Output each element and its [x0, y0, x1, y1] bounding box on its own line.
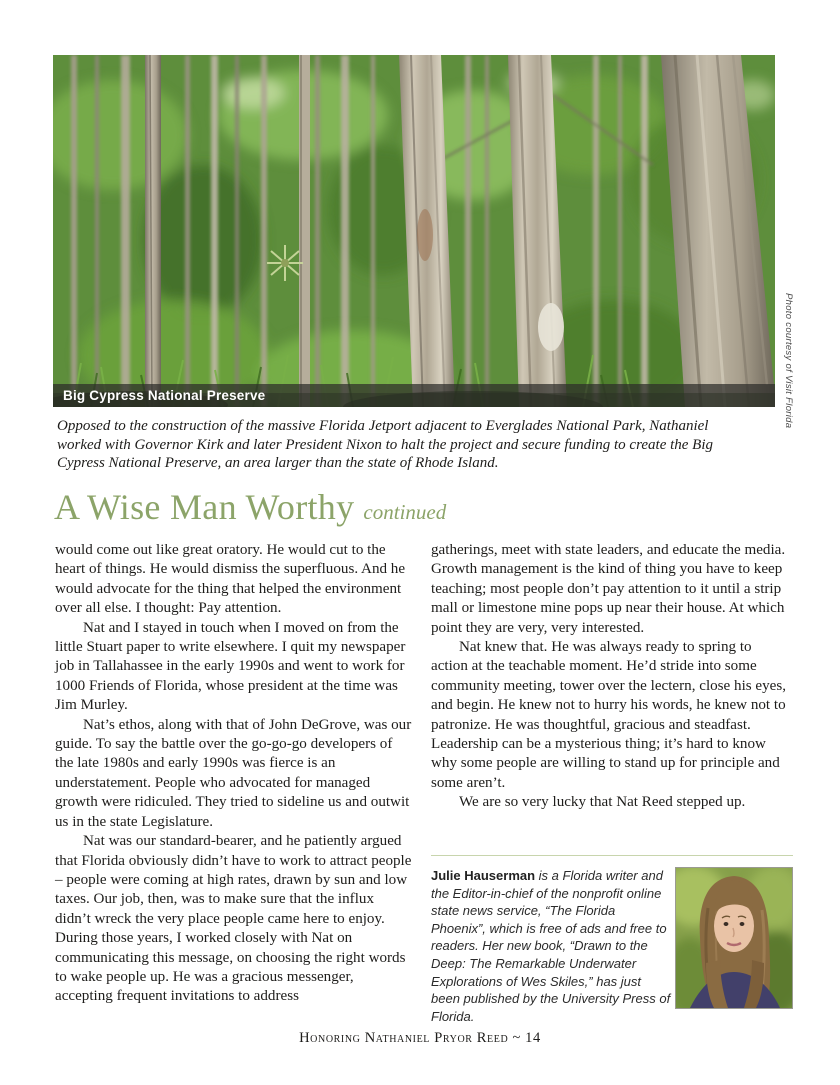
author-bio: [431, 855, 793, 1025]
article-paragraph: gatherings, meet with state leaders, and educate the media. Growth management is the kind of thing you have to keep teaching; most people don’t pay attention to it until a strip mall or limestone mine pops up near their house. At which point they are very, very interested.: [431, 542, 786, 636]
footer-text: Honoring Nathaniel Pryor Reed ~ 14: [299, 1030, 541, 1046]
page-footer: [0, 1030, 840, 1047]
article-paragraph: would come out like great oratory. He would cut to the heart of things. He would dismiss the superfluous. And he would advocate for the thing that helped the environment over all else. I thought: Pay attention.: [55, 542, 406, 617]
photo-overlay-caption-text: Big Cypress National Preserve: [63, 388, 266, 403]
article-left-column: [55, 541, 412, 1007]
author-portrait-illustration: [676, 868, 792, 1008]
cypress-forest-photo: [53, 55, 775, 407]
photo-caption-text: Opposed to the construction of the massive Florida Jetport adjacent to Everglades National Park, Nathaniel worked with Governor Kirk and later President Nixon to halt the project and secure funding to create the Big Cypress National Preserve, an area larger than the state of Rhode Island.: [57, 418, 714, 472]
cypress-forest-illustration: [53, 55, 775, 407]
article-paragraph: Nat knew that. He was always ready to spring to action at the teachable moment. He’d stride into some community meeting, tower over the lectern, close his eyes, and begin. He knew not to hurry his words, he knew not to patronize. He was thoughtful, gracious and steadfast. Leadership can be a mysterious thing; it’s hard to know why some people are willing to stand up for principle and some aren’t.: [431, 639, 787, 791]
photo-overlay-caption: [53, 384, 775, 407]
photo-credit-text: Photo courtesy of Visit Florida: [783, 293, 794, 429]
author-bio-text: [431, 867, 671, 1025]
photo-credit: [783, 293, 794, 428]
article-paragraph: Nat and I stayed in touch when I moved on from the little Stuart paper to write elsewhere. I quit my newspaper job in Tallahassee in the early 1990s and went to work for 1000 Friends of Florida, whose president at the time was Jim Murley.: [55, 619, 406, 714]
photo-caption: [57, 417, 749, 473]
article-paragraph: Nat’s ethos, along with that of John DeGrove, was our guide. To say the battle over the go-go-go developers of the late 1980s and early 1990s was fierce is an understatement. People who advocated for managed growth were ridiculed. They tried to sideline us and outwit us in the state Legislature.: [55, 716, 412, 830]
article-paragraph: We are so very lucky that Nat Reed stepped up.: [459, 794, 746, 811]
headline-title: A Wise Man Worthy: [54, 487, 355, 527]
author-portrait: [675, 867, 793, 1009]
headline-continued-label: continued: [363, 500, 447, 524]
article-paragraph: Nat was our standard-bearer, and he patiently argued that Florida obviously didn’t have to work to attract people – people were coming at high rates, drawn by sun and low taxes. Our job, then, was to make sure that the influx didn’t wreck the very place people came here to enjoy. During those years, I worked closely with Nat on communicating this message, on choosing the right words to wake people up. He was a gracious messenger, accepting frequent invitations to address: [55, 833, 412, 1005]
author-bio-description: is a Florida writer and the Editor-in-chief of the nonprofit online state news service, “The Florida Phoenix”, which is free of ads and free to readers. Her new book, “Drawn to the Deep: The Remarkable Underwater Explorations of Wes Skiles,” has just been published by the University Press of Florida.: [431, 868, 671, 1024]
page-title: [54, 486, 446, 528]
author-name: Julie Hauserman: [431, 868, 536, 883]
